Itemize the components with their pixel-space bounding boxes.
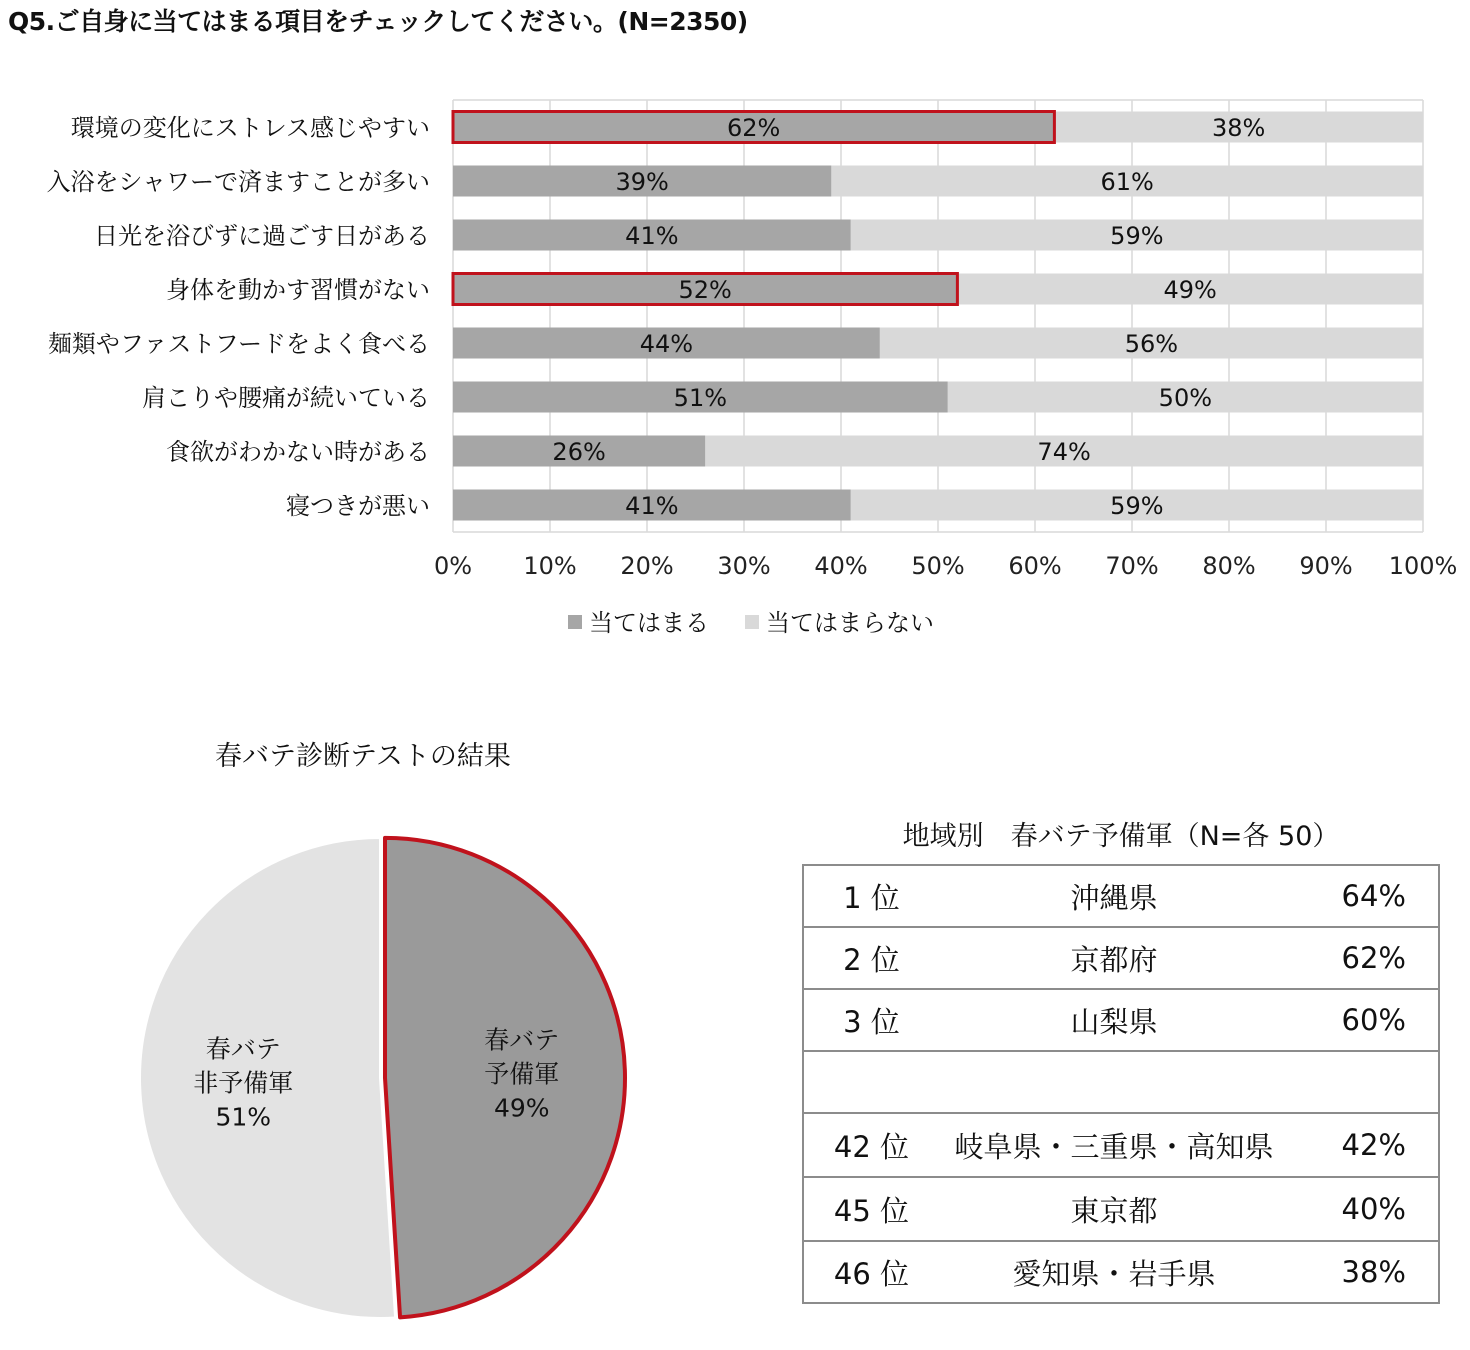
- percent-cell: 40%: [1289, 1177, 1439, 1241]
- percent-cell: 60%: [1289, 989, 1439, 1051]
- x-tick-label: 10%: [523, 552, 577, 580]
- table-row: [803, 1241, 1439, 1303]
- x-tick-label: 40%: [814, 552, 868, 580]
- legend-label-applies: 当てはまる: [589, 609, 709, 637]
- x-tick-label: 80%: [1202, 552, 1256, 580]
- table-row: [803, 865, 1439, 927]
- percent-cell: 42%: [1289, 1113, 1439, 1177]
- category-label: 食欲がわかない時がある: [166, 438, 430, 466]
- x-tick-label: 50%: [911, 552, 965, 580]
- data-label-applies: 51%: [673, 384, 728, 412]
- rank-cell: [803, 1051, 939, 1113]
- x-tick-label: 60%: [1008, 552, 1062, 580]
- rank-cell: 46 位: [803, 1241, 939, 1303]
- data-label-not-applies: 50%: [1158, 384, 1213, 412]
- pie-slice-label: 非予備軍: [193, 1068, 294, 1098]
- category-label: 入浴をシャワーで済ますことが多い: [46, 168, 430, 196]
- pie-slice-label: 春バテ: [205, 1034, 281, 1064]
- stacked-bar-chart: [0, 0, 1470, 660]
- pie-value-label: 49%: [493, 1093, 550, 1123]
- pie-chart: [130, 820, 630, 1340]
- data-label-not-applies: 59%: [1110, 492, 1164, 520]
- data-label-not-applies: 74%: [1037, 438, 1091, 466]
- percent-cell: 38%: [1289, 1241, 1439, 1303]
- rank-cell: 1 位: [803, 865, 939, 927]
- data-label-applies: 41%: [625, 492, 679, 520]
- data-label-applies: 44%: [639, 330, 694, 358]
- page-title: Q5.ご自身に当てはまる項目をチェックしてください。(N=2350): [8, 7, 748, 36]
- pie-value-label: 51%: [215, 1102, 272, 1132]
- prefecture-cell: 東京都: [939, 1177, 1289, 1241]
- pie-chart-title: 春バテ診断テストの結果: [215, 741, 511, 772]
- table-row: [803, 1113, 1439, 1177]
- category-label: 寝つきが悪い: [286, 492, 430, 520]
- legend-swatch-applies: [568, 615, 582, 629]
- data-label-applies: 52%: [678, 276, 732, 304]
- category-label: 環境の変化にストレス感じやすい: [70, 114, 430, 142]
- percent-cell: 62%: [1289, 927, 1439, 989]
- region-ranking-table: [802, 864, 1440, 1304]
- x-tick-label: 70%: [1105, 552, 1159, 580]
- legend-label-not-applies: 当てはまらない: [766, 609, 934, 637]
- prefecture-cell: [939, 1051, 1289, 1113]
- x-tick-label: 30%: [717, 552, 771, 580]
- data-label-not-applies: 56%: [1124, 330, 1179, 358]
- prefecture-cell: 山梨県: [939, 989, 1289, 1051]
- category-label: 肩こりや腰痛が続いている: [142, 384, 430, 412]
- category-label: 麺類やファストフードをよく食べる: [47, 330, 430, 358]
- percent-cell: 64%: [1289, 865, 1439, 927]
- data-label-applies: 26%: [552, 438, 606, 466]
- x-tick-label: 0%: [433, 552, 473, 580]
- data-label-not-applies: 38%: [1212, 114, 1266, 142]
- category-label: 日光を浴びずに過ごす日がある: [94, 222, 430, 250]
- pie-slice-label: 春バテ: [484, 1025, 560, 1055]
- data-label-not-applies: 61%: [1100, 168, 1154, 196]
- rank-cell: 42 位: [803, 1113, 939, 1177]
- data-label-not-applies: 59%: [1110, 222, 1164, 250]
- table-row: [803, 927, 1439, 989]
- legend-swatch-not-applies: [745, 615, 759, 629]
- prefecture-cell: 愛知県・岩手県: [939, 1241, 1289, 1303]
- rank-cell: 45 位: [803, 1177, 939, 1241]
- percent-cell: [1289, 1051, 1439, 1113]
- region-table-title: 地域別 春バテ予備軍（N=各 50）: [902, 821, 1340, 852]
- prefecture-cell: 京都府: [939, 927, 1289, 989]
- table-row-spacer: [803, 1051, 1439, 1113]
- pie-slice-label: 予備軍: [484, 1059, 560, 1089]
- prefecture-cell: 沖縄県: [939, 865, 1289, 927]
- x-tick-label: 100%: [1388, 552, 1458, 580]
- data-label-applies: 62%: [727, 114, 781, 142]
- prefecture-cell: 岐阜県・三重県・高知県: [939, 1113, 1289, 1177]
- x-tick-label: 90%: [1299, 552, 1353, 580]
- data-label-applies: 39%: [615, 168, 669, 196]
- data-label-applies: 41%: [625, 222, 679, 250]
- table-row: [803, 989, 1439, 1051]
- x-tick-label: 20%: [620, 552, 674, 580]
- rank-cell: 2 位: [803, 927, 939, 989]
- rank-cell: 3 位: [803, 989, 939, 1051]
- table-row: [803, 1177, 1439, 1241]
- category-label: 身体を動かす習慣がない: [166, 276, 430, 304]
- data-label-not-applies: 49%: [1163, 276, 1217, 304]
